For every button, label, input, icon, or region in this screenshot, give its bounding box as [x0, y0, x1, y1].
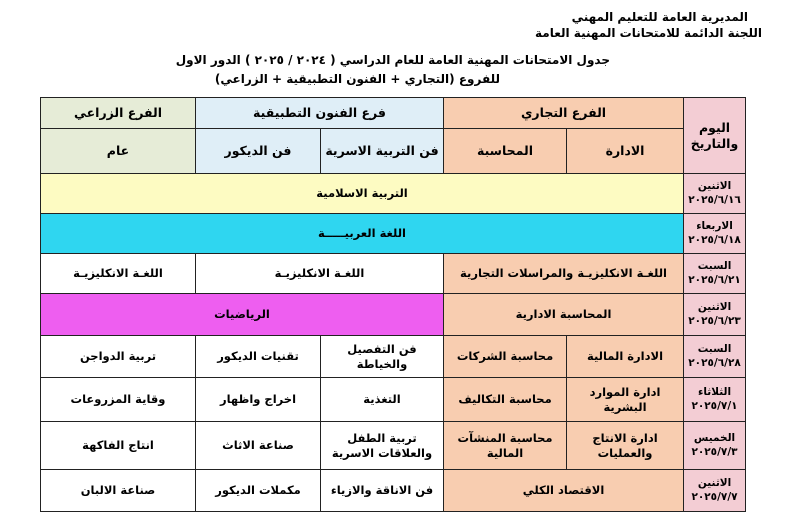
- applied-arts-subject-cell: اللغـة الانكليزيـة: [196, 254, 444, 294]
- day-date-cell: السبت ٢٠٢٥/٦/٢٨: [684, 336, 746, 378]
- table-row: [41, 254, 746, 294]
- islamic-studies-cell: التربية الاسلامية: [41, 174, 684, 214]
- accounting-subject-cell: محاسبة التكاليف: [444, 378, 567, 422]
- table-row: [41, 294, 746, 336]
- exam-schedule-table: [40, 97, 746, 512]
- home-ed-subheader: فن التربية الاسرية: [321, 129, 444, 174]
- commercial-subject-cell: اللغـة الانكليزيـة والمراسلات التجارية: [444, 254, 684, 294]
- agricultural-subject-cell: اللغـة الانكليزيـة: [41, 254, 196, 294]
- admin-subject-cell: الادارة المالية: [567, 336, 684, 378]
- decor-subject-cell: صناعة الاثاث: [196, 422, 321, 470]
- table-row: [41, 336, 746, 378]
- day-date-cell: السبت ٢٠٢٥/٦/٢١: [684, 254, 746, 294]
- day-date-cell: الخميس ٢٠٢٥/٧/٣: [684, 422, 746, 470]
- day-date-cell: الاثنين ٢٠٢٥/٧/٧: [684, 470, 746, 512]
- admin-subheader: الادارة: [567, 129, 684, 174]
- agricultural-branch-header: الفرع الزراعي: [41, 98, 196, 129]
- admin-subject-cell: ادارة الموارد البشرية: [567, 378, 684, 422]
- day-date-cell: الاربعاء ٢٠٢٥/٦/١٨: [684, 214, 746, 254]
- accounting-subject-cell: محاسبة الشركات: [444, 336, 567, 378]
- day-date-cell: الثلاثاء ٢٠٢٥/٧/١: [684, 378, 746, 422]
- table-row: [41, 378, 746, 422]
- arabic-language-cell: اللغة العربيـــــة: [41, 214, 684, 254]
- decor-subject-cell: مكملات الديكور: [196, 470, 321, 512]
- directorate-title: المديرية العامة للتعليم المهني: [571, 10, 748, 24]
- agricultural-subject-cell: تربية الدواجن: [41, 336, 196, 378]
- schedule-title: جدول الامتحانات المهنية العامة للعام الدراسي ( ٢٠٢٤ / ٢٠٢٥ ) الدور الاول: [175, 53, 610, 67]
- commercial-subject-cell: الاقتصاد الكلي: [444, 470, 684, 512]
- day-date-header: اليوم والتاريخ: [684, 98, 746, 174]
- applied-arts-branch-header: فرع الفنون التطبيقية: [196, 98, 444, 129]
- committee-title: اللجنة الدائمة للامتحانات المهنية العامة: [535, 26, 762, 40]
- table-row: [41, 470, 746, 512]
- day-date-cell: الاثنين ٢٠٢٥/٦/١٦: [684, 174, 746, 214]
- table-row: [41, 214, 746, 254]
- decor-subject-cell: اخراج واظهار: [196, 378, 321, 422]
- admin-subject-cell: ادارة الانتاج والعمليات: [567, 422, 684, 470]
- general-subheader: عام: [41, 129, 196, 174]
- branches-subtitle: للفروع (التجاري + الفنون التطبيقية + الزراعي): [214, 72, 500, 86]
- table-row: [41, 422, 746, 470]
- agricultural-subject-cell: وقاية المزروعات: [41, 378, 196, 422]
- commercial-subject-cell: المحاسبة الادارية: [444, 294, 684, 336]
- decor-subject-cell: تقنيات الديكور: [196, 336, 321, 378]
- accounting-subheader: المحاسبة: [444, 129, 567, 174]
- table-row: [41, 174, 746, 214]
- home-ed-subject-cell: التغذية: [321, 378, 444, 422]
- agricultural-subject-cell: صناعة الالبان: [41, 470, 196, 512]
- commercial-branch-header: الفرع التجاري: [444, 98, 684, 129]
- home-ed-subject-cell: فن التفصيل والخياطة: [321, 336, 444, 378]
- agricultural-subject-cell: انتاج الفاكهة: [41, 422, 196, 470]
- home-ed-subject-cell: فن الاناقة والازياء: [321, 470, 444, 512]
- accounting-subject-cell: محاسبة المنشآت المالية: [444, 422, 567, 470]
- mathematics-cell: الرياضيات: [41, 294, 444, 336]
- decor-subheader: فن الديكور: [196, 129, 321, 174]
- home-ed-subject-cell: تربية الطفل والعلاقات الاسرية: [321, 422, 444, 470]
- day-date-cell: الاثنين ٢٠٢٥/٦/٢٣: [684, 294, 746, 336]
